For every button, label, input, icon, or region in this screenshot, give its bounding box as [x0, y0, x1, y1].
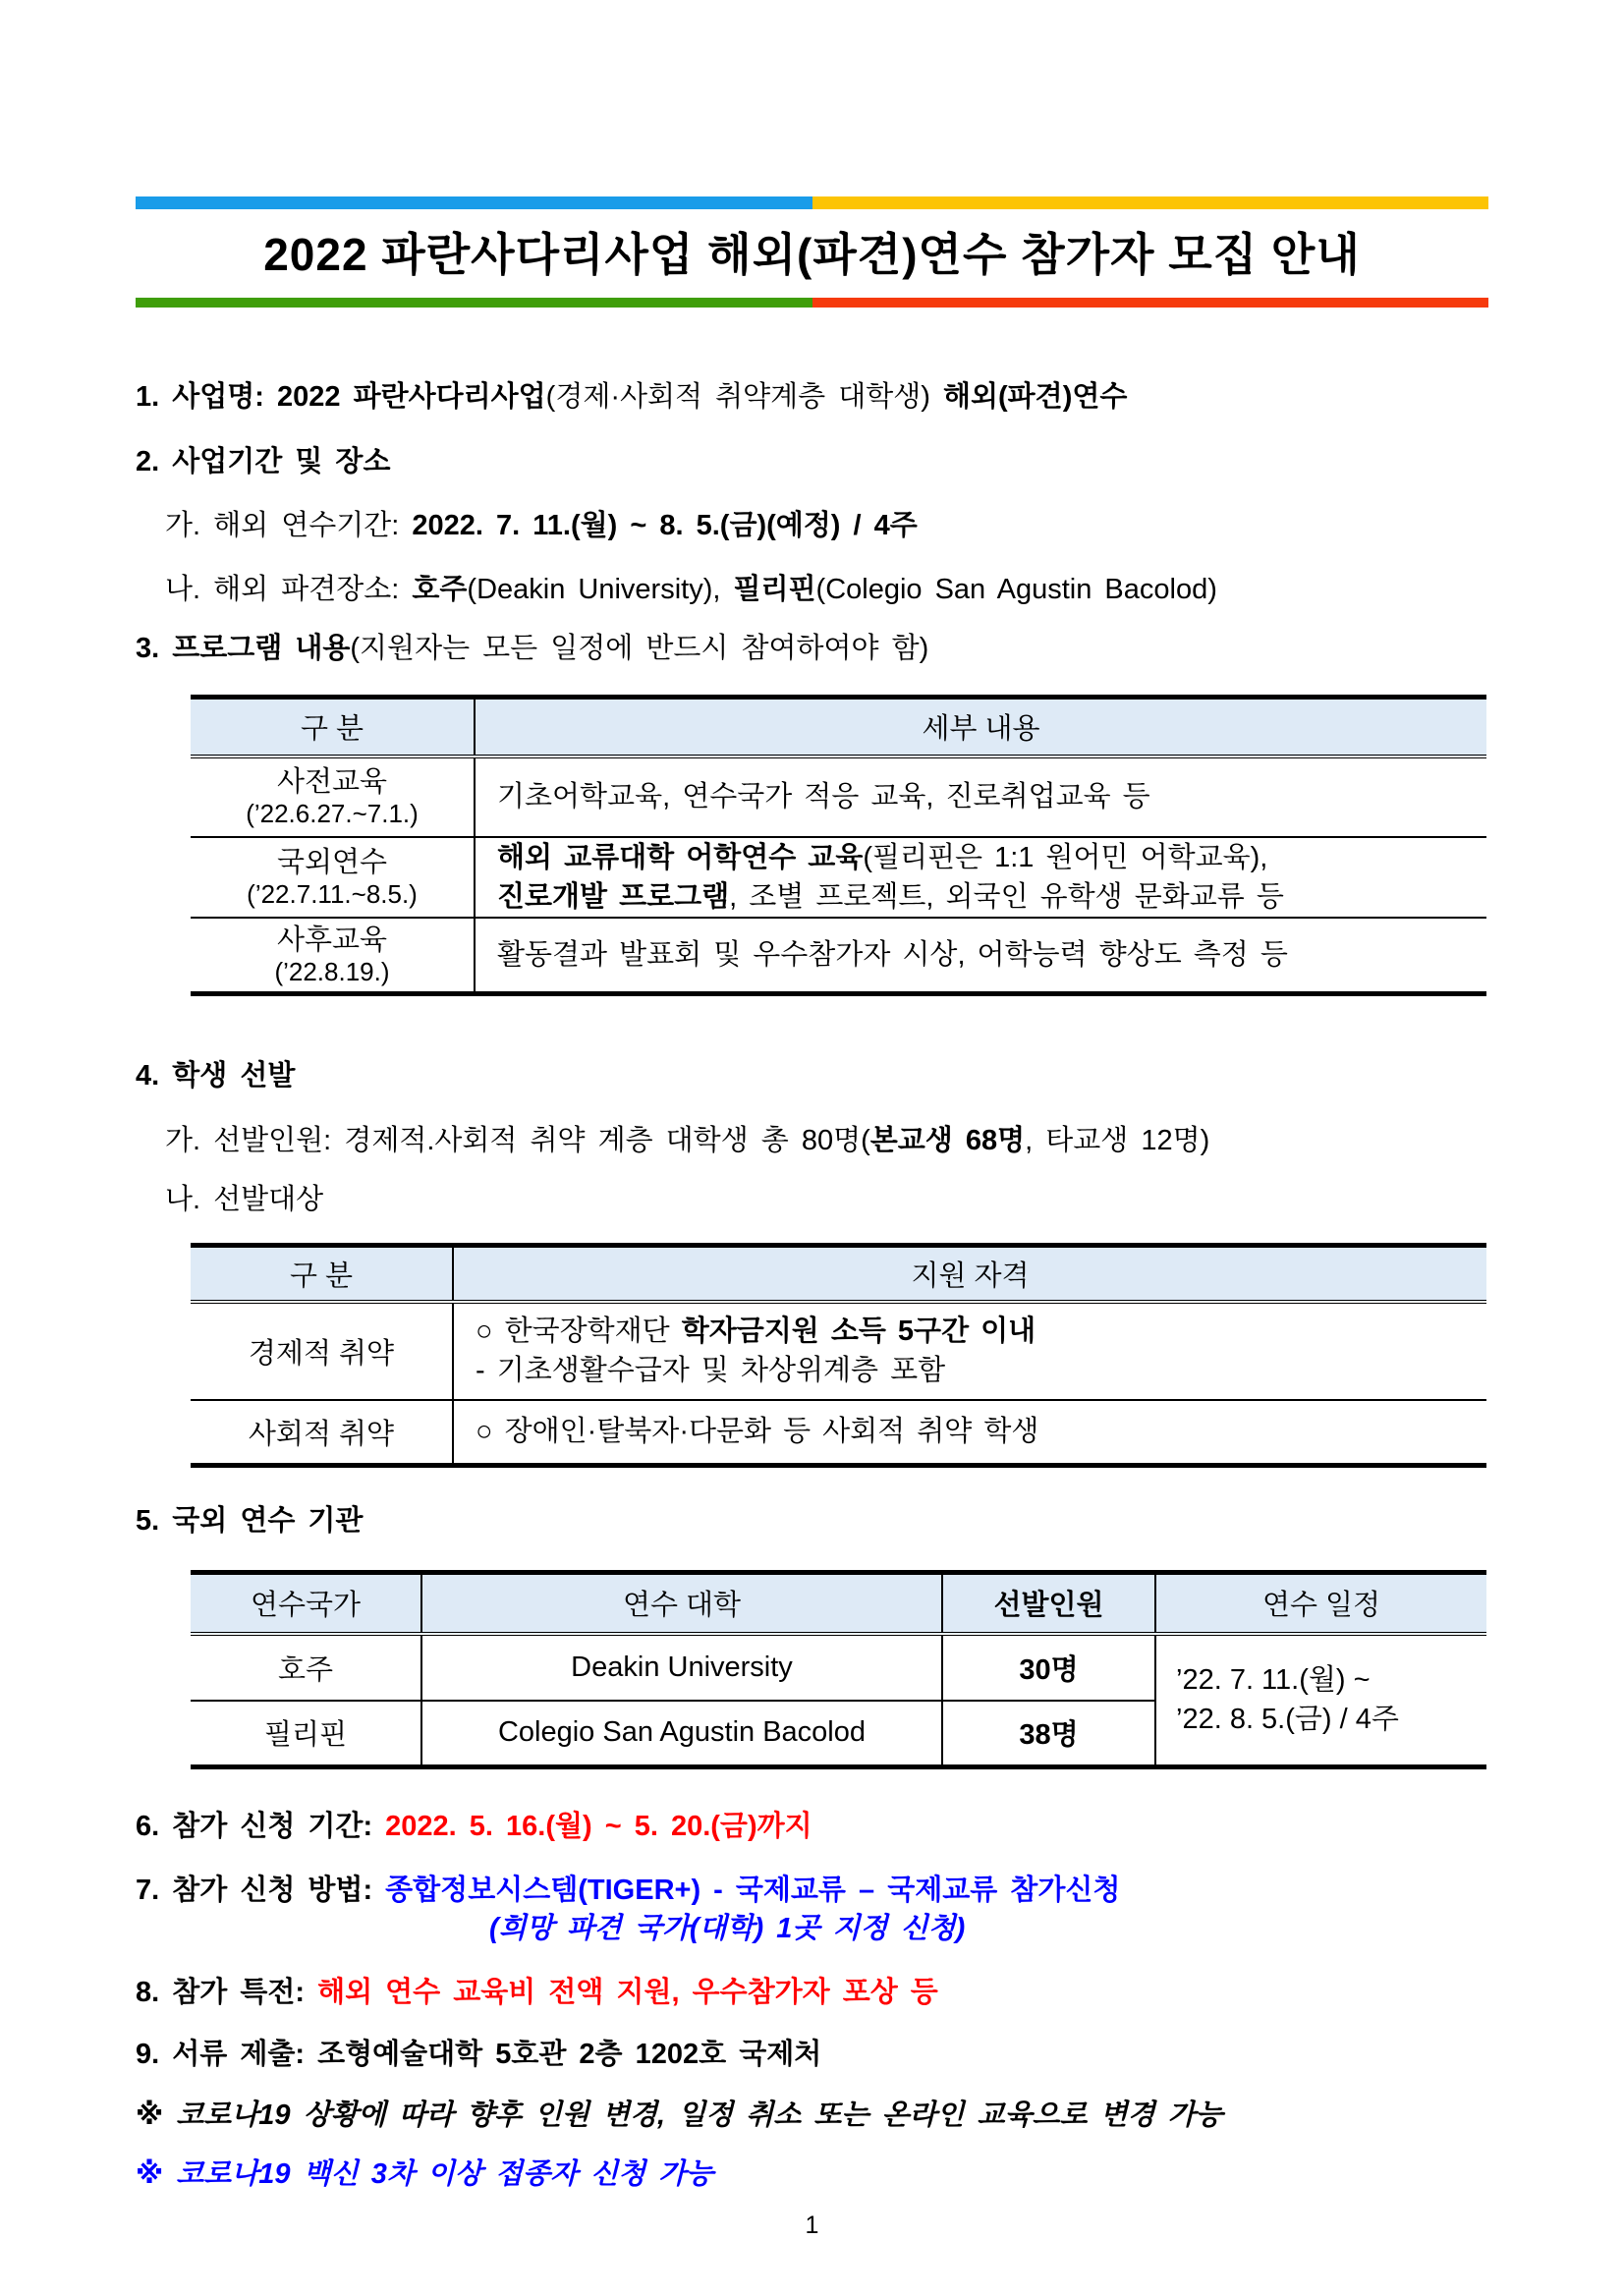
count-bold: 본교생 68명 — [869, 1125, 1026, 1156]
section-2-item-location — [136, 572, 1488, 607]
period-label: 가. 해외 연수기간: — [165, 510, 413, 541]
header-cell-country: 연수국가 — [191, 1573, 421, 1634]
schedule-line: ’22. 8. 5.(금) / 4주 — [1176, 1704, 1399, 1736]
cell-country: 필리핀 — [191, 1701, 421, 1767]
institution-table — [191, 1570, 1486, 1769]
document-header — [136, 196, 1488, 308]
table-row — [191, 837, 1486, 918]
qualification-line: ○ 장애인·탈북자·다문화 등 사회적 취약 학생 — [476, 1416, 1039, 1448]
cell-detail — [475, 837, 1486, 918]
location-univ-1: (Deakin University), — [467, 574, 734, 605]
cell-university: Deakin University — [421, 1634, 942, 1701]
table-row — [191, 1400, 1486, 1466]
institution-table-head — [191, 1573, 1486, 1634]
period-value-red: 2022. 5. 16.(월) ~ 5. 20.(금)까지 — [385, 1811, 812, 1842]
table-row — [191, 756, 1486, 837]
section-1-normal: (경제·사회적 취약계층 대학생) — [545, 381, 943, 413]
method-note-blue: (희망 파견 국가(대학) 1곳 지정 신청) — [489, 1913, 966, 1944]
location-univ-2: (Colegio San Agustin Bacolod) — [815, 574, 1217, 605]
benefits-label: 8. 참가 특전: — [136, 1977, 318, 2008]
section-2-item-period — [136, 508, 1488, 543]
section-6-application-period — [136, 1809, 1488, 1844]
program-table-head — [191, 698, 1486, 756]
category-name: 국외연수 — [276, 846, 388, 878]
title-bottom-bar-green — [136, 298, 812, 308]
category-dates: (’22.7.11.~8.5.) — [247, 878, 418, 909]
section-1-project-name — [136, 379, 1488, 415]
header-cell-category: 구 분 — [191, 698, 475, 756]
table-row — [191, 1302, 1486, 1400]
footnote-covid-vaccine: ※ 코로나19 백신 3차 이상 접종자 신청 가능 — [136, 2158, 714, 2190]
detail-bold: 진로개발 프로그램 — [497, 880, 730, 913]
section-1-bold-tail: 해외(파견)연수 — [942, 381, 1128, 413]
section-2-heading: 2. 사업기간 및 장소 — [136, 446, 391, 477]
period-value: 2022. 7. 11.(월) ~ 8. 5.(금)(예정) / 4주 — [412, 510, 918, 541]
page-number: 1 — [805, 2212, 819, 2239]
eligibility-table — [191, 1243, 1486, 1468]
schedule-line: ’22. 7. 11.(월) ~ — [1176, 1664, 1371, 1697]
cell-qualification — [453, 1400, 1486, 1466]
method-label: 7. 참가 신청 방법: — [136, 1875, 386, 1906]
table-header-row — [191, 698, 1486, 756]
period-label: 6. 참가 신청 기간: — [136, 1811, 386, 1842]
section-3-normal: (지원자는 모든 일정에 반드시 참여하여야 함) — [350, 633, 929, 664]
category-dates: (’22.6.27.~7.1.) — [246, 799, 419, 828]
cell-category — [191, 837, 475, 918]
detail-line: 기초어학교육, 연수국가 적응 교육, 진로취업교육 등 — [497, 781, 1150, 812]
section-5-heading: 5. 국외 연수 기관 — [136, 1505, 364, 1537]
page-title: 2022 파란사다리사업 해외(파견)연수 참가자 모집 안내 — [263, 229, 1361, 280]
section-4-item-count — [136, 1123, 1488, 1158]
eligibility-table-head — [191, 1246, 1486, 1302]
document-content — [136, 196, 1488, 2240]
section-3-heading — [136, 631, 1488, 666]
header-cell-university: 연수 대학 — [421, 1573, 942, 1634]
cell-detail — [475, 918, 1486, 994]
qualification-line: - 기초생활수급자 및 차상위계층 포함 — [476, 1355, 946, 1386]
method-main-line — [136, 1873, 1488, 1908]
section-8-benefits — [136, 1975, 1488, 2010]
detail-bold: 해외 교류대학 어학연수 교육 — [497, 841, 864, 873]
cell-detail — [475, 756, 1486, 837]
title-top-bar-blue — [136, 196, 812, 209]
category-name: 사후교육 — [276, 924, 388, 956]
cell-count: 30명 — [942, 1634, 1155, 1701]
cell-university: Colegio San Agustin Bacolod — [421, 1701, 942, 1767]
cell-category: 사회적 취약 — [191, 1400, 453, 1466]
count-normal-2: , 타교생 12명) — [1025, 1125, 1210, 1156]
cell-category — [191, 918, 475, 994]
category-name: 사전교육 — [276, 766, 388, 798]
method-value-blue: 종합정보시스템(TIGER+) - 국제교류 – 국제교류 참가신청 — [385, 1875, 1121, 1906]
detail-rest: , 조별 프로젝트, 외국인 유학생 문화교류 등 — [729, 880, 1284, 913]
program-table — [191, 695, 1486, 996]
cell-qualification — [453, 1302, 1486, 1400]
cell-category: 경제적 취약 — [191, 1302, 453, 1400]
detail-line: 활동결과 발표회 및 우수참가자 시상, 어학능력 향상도 측정 등 — [497, 938, 1288, 971]
table-header-row — [191, 1246, 1486, 1302]
header-cell-detail: 세부 내용 — [475, 698, 1486, 756]
footnote-covid-change: ※ 코로나19 상황에 따라 향후 인원 변경, 일정 취소 또는 온라인 교육으로 변경 가능 — [136, 2100, 1223, 2131]
cell-category — [191, 756, 475, 837]
detail-line — [497, 838, 1477, 877]
section-9-document-submission: 9. 서류 제출: 조형예술대학 5호관 2층 1202호 국제처 — [136, 2039, 822, 2070]
qualification-bold: 학자금지원 소득 5구간 이내 — [681, 1316, 1036, 1347]
title-bottom-bar-red — [812, 298, 1489, 308]
header-cell-count: 선발인원 — [942, 1573, 1155, 1634]
top-margin — [0, 0, 1624, 196]
location-country-1: 호주 — [412, 574, 468, 605]
table-row — [191, 1634, 1486, 1701]
qualification-line — [476, 1312, 1477, 1351]
category-dates: (’22.8.19.) — [274, 956, 390, 986]
cell-count: 38명 — [942, 1701, 1155, 1767]
count-normal-1: 가. 선발인원: 경제적.사회적 취약 계층 대학생 총 80명( — [165, 1125, 870, 1156]
section-1-bold-lead: 1. 사업명: 2022 파란사다리사업 — [136, 381, 546, 413]
section-7-application-method — [136, 1873, 1488, 1949]
title-top-bar — [136, 196, 1488, 209]
detail-rest: (필리핀은 1:1 원어민 어학교육), — [863, 841, 1268, 873]
detail-line — [497, 877, 1477, 917]
section-3-bold: 3. 프로그램 내용 — [136, 633, 351, 664]
title-top-bar-yellow — [812, 196, 1489, 209]
qualification-prefix: ○ 한국장학재단 — [476, 1316, 682, 1347]
header-cell-category: 구 분 — [191, 1246, 453, 1302]
location-country-2: 필리핀 — [733, 574, 816, 605]
benefits-value-red: 해외 연수 교육비 전액 지원, 우수참가자 포상 등 — [317, 1977, 938, 2008]
cell-schedule — [1155, 1634, 1486, 1767]
title-bottom-bar — [136, 298, 1488, 308]
header-cell-schedule: 연수 일정 — [1155, 1573, 1486, 1634]
location-label: 나. 해외 파견장소: — [165, 574, 413, 605]
table-header-row — [191, 1573, 1486, 1634]
section-4-heading: 4. 학생 선발 — [136, 1060, 296, 1092]
cell-country: 호주 — [191, 1634, 421, 1701]
table-row — [191, 918, 1486, 994]
section-4-item-target: 나. 선발대상 — [165, 1184, 324, 1215]
header-cell-qualification: 지원 자격 — [453, 1246, 1486, 1302]
